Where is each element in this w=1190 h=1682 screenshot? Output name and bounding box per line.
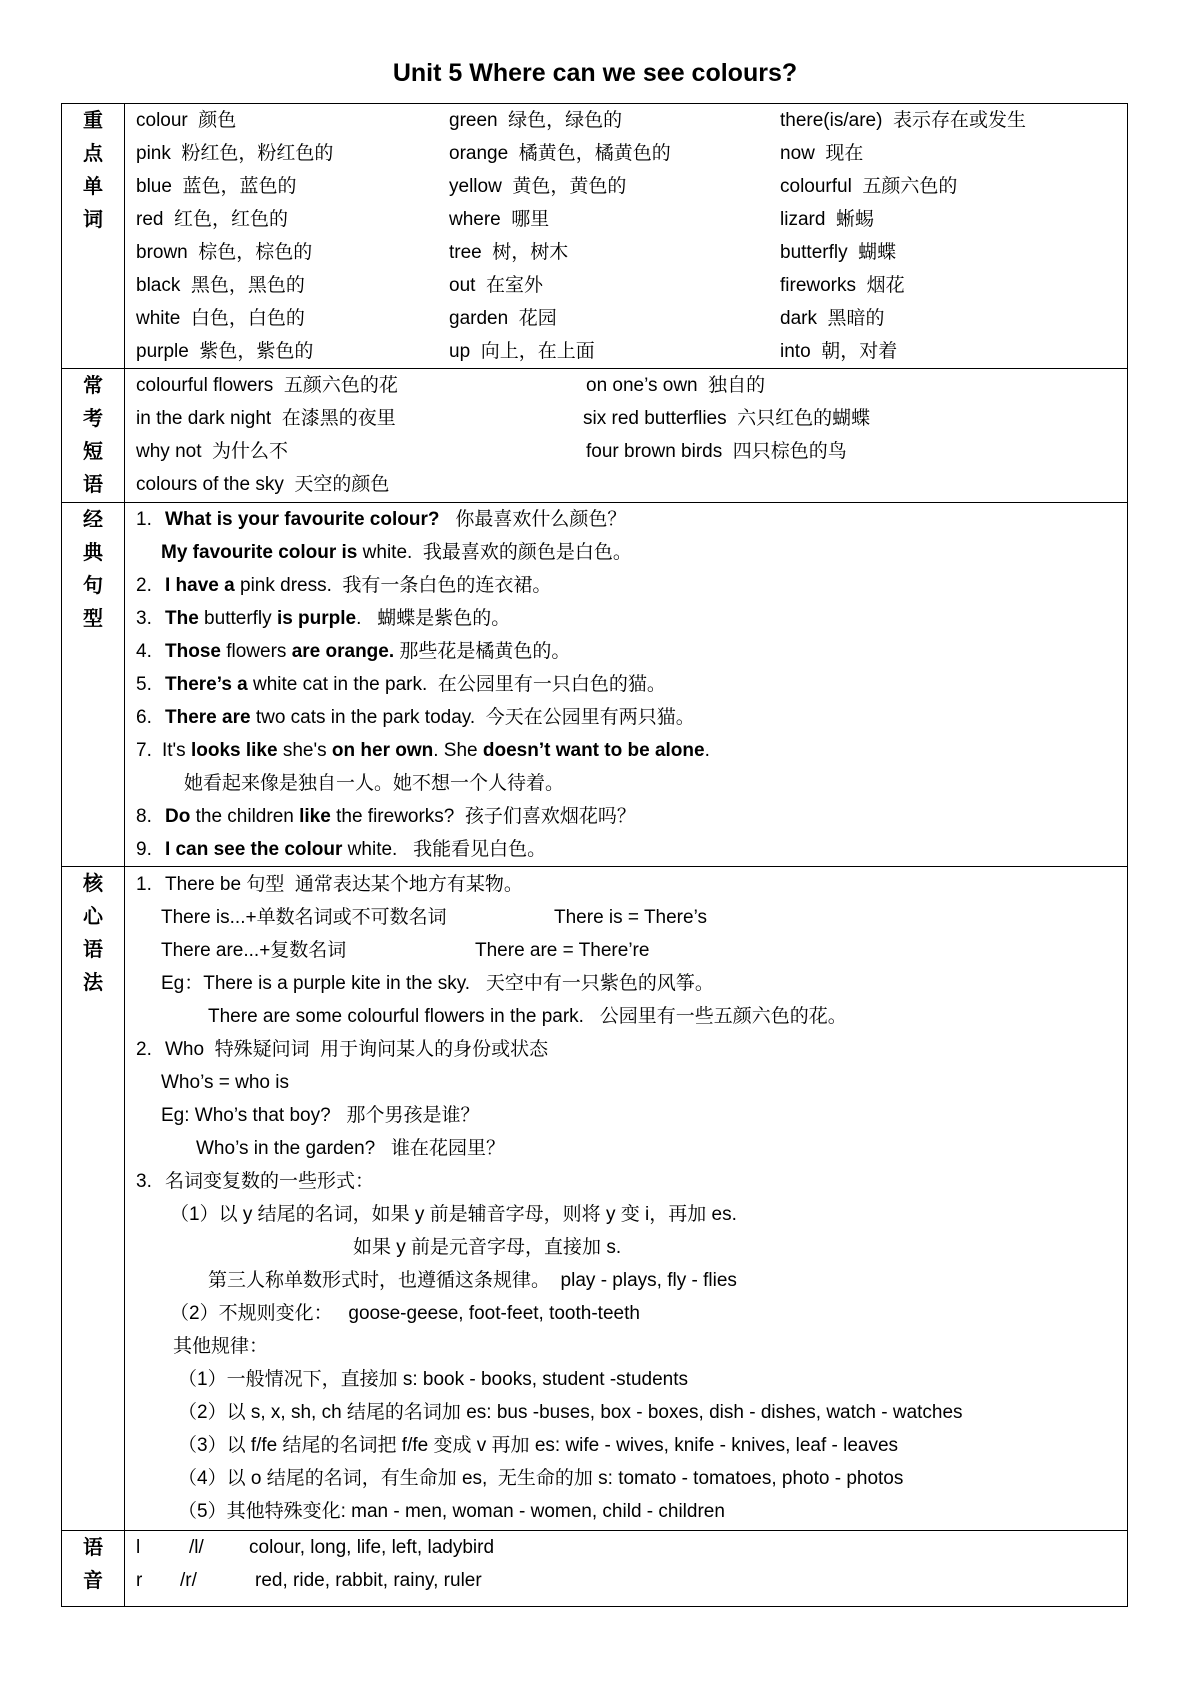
sentence-number: 3. bbox=[136, 608, 152, 629]
grammar-line bbox=[125, 1099, 1127, 1132]
grammar-line bbox=[125, 1066, 1127, 1099]
phonics-content bbox=[125, 1531, 1127, 1606]
label-char: 词 bbox=[83, 207, 103, 231]
phrase-item: in the dark night 在漆黑的夜里 bbox=[136, 408, 396, 429]
grammar-line bbox=[125, 1165, 1127, 1198]
grammar-line bbox=[125, 1132, 1127, 1165]
vocab-line bbox=[125, 269, 1127, 302]
sentence-bold: like bbox=[299, 806, 331, 827]
sentence-text: pink dress. 我有一条白色的连衣裙。 bbox=[234, 575, 552, 596]
grammar-line bbox=[125, 1495, 1127, 1528]
vocab-item: there(is/are) 表示存在或发生 bbox=[780, 110, 1026, 131]
grammar-line bbox=[125, 1396, 1127, 1429]
sentence-text: the children bbox=[190, 806, 300, 827]
sentence-text: she's bbox=[277, 740, 332, 761]
sentences-row bbox=[62, 502, 1127, 866]
sentence-bold: doesn’t want to be alone bbox=[482, 740, 705, 761]
sentence-text: 你最喜欢什么颜色？ bbox=[439, 509, 627, 530]
vocab-line bbox=[125, 137, 1127, 170]
vocab-item: black 黑色，黑色的 bbox=[136, 275, 305, 296]
grammar-line bbox=[125, 1297, 1127, 1330]
label-char: 音 bbox=[83, 1568, 103, 1592]
grammar-line bbox=[125, 901, 1127, 934]
phonics-words: red, ride, rabbit, rainy, ruler bbox=[255, 1570, 482, 1591]
grammar-text: Who 特殊疑问词 用于询问某人的身份或状态 bbox=[165, 1039, 549, 1060]
vocab-item: brown 棕色，棕色的 bbox=[136, 242, 313, 263]
vocab-item: up 向上，在上面 bbox=[449, 341, 595, 362]
phonics-letter: l bbox=[136, 1537, 141, 1558]
sentence-number: 7. bbox=[136, 740, 152, 761]
vocab-item: yellow 黄色，黄色的 bbox=[449, 176, 627, 197]
vocab-line bbox=[125, 302, 1127, 335]
label-char: 常 bbox=[83, 373, 103, 397]
sentence-text: . 蝴蝶是紫色的。 bbox=[356, 608, 511, 629]
label-char: 心 bbox=[83, 904, 103, 928]
sentence-line bbox=[125, 734, 1127, 767]
phonics-sound: /l/ bbox=[189, 1537, 204, 1558]
label-char: 核 bbox=[83, 871, 103, 895]
sentence-text: the fireworks? 孩子们喜欢烟花吗？ bbox=[330, 806, 636, 827]
phrases-label bbox=[62, 369, 125, 502]
page-title: Unit 5 Where can we see colours? bbox=[392, 59, 798, 87]
sentence-line bbox=[125, 668, 1127, 701]
phrase-item: colours of the sky 天空的颜色 bbox=[136, 474, 390, 495]
label-char: 重 bbox=[83, 108, 103, 132]
sentence-text: flowers bbox=[220, 641, 292, 662]
vocab-line bbox=[125, 236, 1127, 269]
sentence-bold: My favourite colour is bbox=[161, 542, 358, 563]
phrase-line bbox=[125, 435, 1127, 468]
vocab-item: colour 颜色 bbox=[136, 110, 237, 131]
vocab-item: into 朝，对着 bbox=[780, 341, 898, 362]
phrase-item: on one’s own 独自的 bbox=[586, 375, 766, 396]
sentence-bold: What is your favourite colour? bbox=[165, 509, 440, 530]
phrase-line bbox=[125, 468, 1127, 501]
vocab-row bbox=[62, 104, 1127, 368]
vocab-line bbox=[125, 104, 1127, 137]
label-char: 语 bbox=[83, 1535, 103, 1559]
sentence-line bbox=[125, 602, 1127, 635]
sentence-text: two cats in the park today. 今天在公园里有两只猫。 bbox=[250, 707, 695, 728]
label-char: 点 bbox=[83, 141, 103, 165]
grammar-rule: 第三人称单数形式时，也遵循这条规律。 play - plays, fly - flies bbox=[208, 1270, 737, 1291]
vocab-item: purple 紫色，紫色的 bbox=[136, 341, 314, 362]
vocab-line bbox=[125, 203, 1127, 236]
vocab-label bbox=[62, 104, 125, 368]
vocab-item: white 白色，白色的 bbox=[136, 308, 305, 329]
phrases-content bbox=[125, 369, 1127, 502]
grammar-text: There is...+单数名词或不可数名词 bbox=[161, 907, 447, 928]
vocab-line bbox=[125, 335, 1127, 368]
grammar-line bbox=[125, 1330, 1127, 1363]
grammar-example: Who’s in the garden? 谁在花园里？ bbox=[196, 1138, 506, 1159]
sentence-line bbox=[125, 503, 1127, 536]
vocab-item: butterfly 蝴蝶 bbox=[780, 242, 897, 263]
label-char: 经 bbox=[83, 507, 103, 531]
vocab-item: lizard 蜥蜴 bbox=[780, 209, 874, 230]
phonics-line bbox=[125, 1531, 1127, 1564]
sentence-text: butterfly bbox=[198, 608, 277, 629]
vocab-item: where 哪里 bbox=[449, 209, 550, 230]
sentence-line bbox=[125, 767, 1127, 800]
sentence-line bbox=[125, 701, 1127, 734]
vocab-item: garden 花园 bbox=[449, 308, 557, 329]
grammar-rule: 其他规律： bbox=[173, 1336, 269, 1357]
sentence-line bbox=[125, 635, 1127, 668]
grammar-rule: （2）不规则变化： goose-geese, foot-feet, tooth-teeth bbox=[170, 1303, 640, 1324]
phrase-item: why not 为什么不 bbox=[136, 441, 289, 462]
grammar-text: 名词变复数的一些形式： bbox=[165, 1171, 375, 1192]
grammar-number: 3. bbox=[136, 1171, 152, 1192]
sentence-bold: I have a bbox=[165, 575, 235, 596]
grammar-example: Eg：There is a purple kite in the sky. 天空中有一只紫色的风筝。 bbox=[161, 973, 714, 994]
vocab-item: green 绿色，绿色的 bbox=[449, 110, 623, 131]
grammar-example: There are some colourful flowers in the park. 公园里有一些五颜六色的花。 bbox=[208, 1006, 847, 1027]
phrase-item: four brown birds 四只棕色的鸟 bbox=[586, 441, 847, 462]
sentence-text: white. 我最喜欢的颜色是白色。 bbox=[357, 542, 632, 563]
sentence-number: 9. bbox=[136, 839, 152, 860]
phonics-label bbox=[62, 1531, 125, 1606]
sentence-text: 那些花是橘黄色的。 bbox=[394, 641, 571, 662]
vocab-item: fireworks 烟花 bbox=[780, 275, 905, 296]
grammar-text: There be 句型 通常表达某个地方有某物。 bbox=[165, 874, 523, 895]
sentences-content bbox=[125, 503, 1127, 866]
sentence-bold: looks like bbox=[190, 740, 278, 761]
phonics-words: colour, long, life, left, ladybird bbox=[249, 1537, 495, 1558]
label-char: 语 bbox=[83, 937, 103, 961]
label-char: 句 bbox=[83, 573, 103, 597]
sentence-line bbox=[125, 536, 1127, 569]
phonics-row bbox=[62, 1530, 1127, 1606]
grammar-number: 2. bbox=[136, 1039, 152, 1060]
grammar-line bbox=[125, 1000, 1127, 1033]
vocab-item: red 红色，红色的 bbox=[136, 209, 289, 230]
vocab-line bbox=[125, 170, 1127, 203]
sentence-text: white cat in the park. 在公园里有一只白色的猫。 bbox=[247, 674, 666, 695]
sentence-bold: is purple bbox=[276, 608, 357, 629]
grammar-rule: （1）一般情况下，直接加 s: book - books, student -students bbox=[178, 1369, 689, 1390]
grammar-example: Eg: Who’s that boy? 那个男孩是谁？ bbox=[161, 1105, 480, 1126]
vocab-content bbox=[125, 104, 1127, 368]
grammar-line bbox=[125, 868, 1127, 901]
sentence-text: It's bbox=[162, 740, 191, 761]
grammar-line bbox=[125, 1231, 1127, 1264]
phrase-item: six red butterflies 六只红色的蝴蝶 bbox=[583, 408, 871, 429]
sentence-number: 6. bbox=[136, 707, 152, 728]
vocab-item: colourful 五颜六色的 bbox=[780, 176, 958, 197]
grammar-text: There are...+复数名词 bbox=[161, 940, 347, 961]
grammar-line bbox=[125, 934, 1127, 967]
label-char: 法 bbox=[83, 970, 103, 994]
sentence-line bbox=[125, 800, 1127, 833]
grammar-rule: （5）其他特殊变化: man - men, woman - women, child - children bbox=[178, 1501, 725, 1522]
sentence-bold: There’s a bbox=[165, 674, 248, 695]
label-char: 语 bbox=[83, 472, 103, 496]
grammar-line bbox=[125, 1462, 1127, 1495]
sentence-bold: are orange. bbox=[291, 641, 395, 662]
sentence-bold: The bbox=[165, 608, 199, 629]
phonics-sound: /r/ bbox=[180, 1570, 197, 1591]
sentence-text: . She bbox=[433, 740, 483, 761]
grammar-text: Who’s = who is bbox=[161, 1072, 289, 1093]
vocab-item: now 现在 bbox=[780, 143, 864, 164]
label-char: 考 bbox=[83, 406, 103, 430]
sentence-number: 5. bbox=[136, 674, 152, 695]
sentence-bold: Do bbox=[165, 806, 191, 827]
sentence-number: 1. bbox=[136, 509, 152, 530]
sentence-bold: There are bbox=[165, 707, 251, 728]
sentence-line bbox=[125, 569, 1127, 602]
label-char: 单 bbox=[83, 174, 103, 198]
vocab-item: dark 黑暗的 bbox=[780, 308, 885, 329]
label-char: 短 bbox=[83, 439, 103, 463]
phrases-row bbox=[62, 368, 1127, 502]
grammar-label bbox=[62, 867, 125, 1530]
sentence-text: . bbox=[704, 740, 710, 761]
sentence-number: 8. bbox=[136, 806, 152, 827]
grammar-rule: （3）以 f/fe 结尾的名词把 f/fe 变成 v 再加 es: wife - wives, knife - knives, leaf - leaves bbox=[178, 1435, 899, 1456]
sentence-translation: 她看起来像是独自一人。她不想一个人待着。 bbox=[184, 773, 565, 794]
sentence-number: 4. bbox=[136, 641, 152, 662]
vocab-item: tree 树，树木 bbox=[449, 242, 569, 263]
grammar-rule: （4）以 o 结尾的名词，有生命加 es, 无生命的加 s: tomato - tomatoes, photo - photos bbox=[178, 1468, 904, 1489]
sentence-bold: on her own bbox=[331, 740, 434, 761]
sentence-bold: I can see the colour bbox=[165, 839, 343, 860]
label-char: 典 bbox=[83, 540, 103, 564]
grammar-rule: （1）以 y 结尾的名词，如果 y 前是辅音字母，则将 y 变 i，再加 es. bbox=[170, 1204, 737, 1225]
sentence-bold: Those bbox=[165, 641, 221, 662]
grammar-line bbox=[125, 1264, 1127, 1297]
vocab-item: blue 蓝色，蓝色的 bbox=[136, 176, 297, 197]
sentence-text: white. 我能看见白色。 bbox=[342, 839, 547, 860]
grammar-rule: （2）以 s, x, sh, ch 结尾的名词加 es: bus -buses, box - boxes, dish - dishes, watch - watches bbox=[178, 1402, 963, 1423]
grammar-line bbox=[125, 967, 1127, 1000]
grammar-contraction: There are = There’re bbox=[475, 940, 650, 961]
grammar-line bbox=[125, 1363, 1127, 1396]
vocab-item: out 在室外 bbox=[449, 275, 543, 296]
grammar-row bbox=[62, 866, 1127, 1530]
phonics-letter: r bbox=[136, 1570, 143, 1591]
label-char: 型 bbox=[83, 606, 103, 630]
grammar-contraction: There is = There’s bbox=[554, 907, 707, 928]
summary-table bbox=[61, 103, 1128, 1607]
grammar-number: 1. bbox=[136, 874, 152, 895]
phrase-line bbox=[125, 402, 1127, 435]
grammar-content bbox=[125, 867, 1127, 1530]
vocab-item: pink 粉红色，粉红色的 bbox=[136, 143, 334, 164]
phonics-line bbox=[125, 1564, 1127, 1597]
grammar-line bbox=[125, 1033, 1127, 1066]
grammar-line bbox=[125, 1198, 1127, 1231]
sentence-line bbox=[125, 833, 1127, 866]
grammar-line bbox=[125, 1429, 1127, 1462]
vocab-item: orange 橘黄色，橘黄色的 bbox=[449, 143, 671, 164]
sentences-label bbox=[62, 503, 125, 866]
grammar-rule: 如果 y 前是元音字母，直接加 s. bbox=[353, 1237, 622, 1258]
sentence-number: 2. bbox=[136, 575, 152, 596]
phrase-line bbox=[125, 369, 1127, 402]
phrase-item: colourful flowers 五颜六色的花 bbox=[136, 375, 398, 396]
